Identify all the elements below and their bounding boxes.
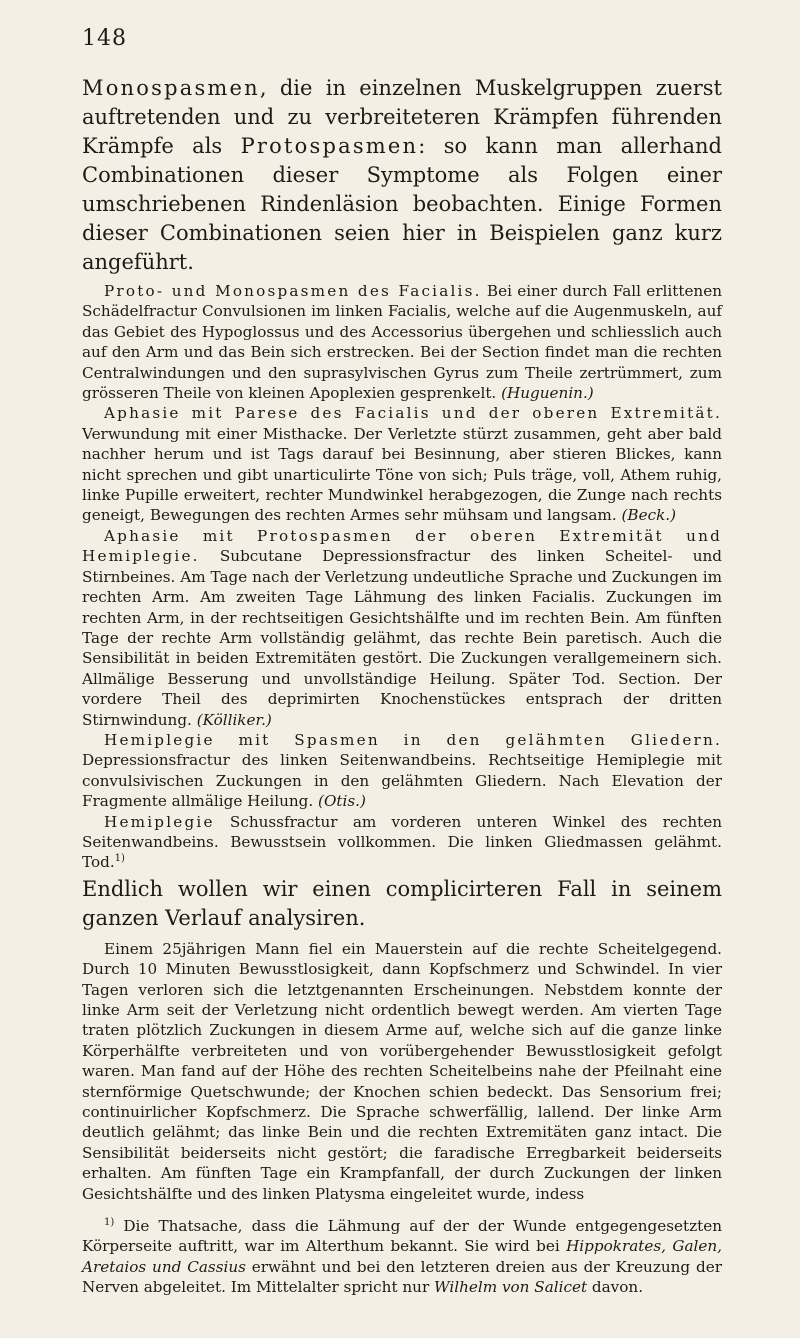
case-paragraph xyxy=(82,403,722,525)
term-monospasmen: Monospasmen xyxy=(82,76,260,100)
case-heading: Proto- und Monospasmen des Facialis. xyxy=(104,282,482,300)
main-case-paragraph: Einem 25jährigen Mann fiel ein Mauerstein auf die rechte Scheitelgegend. Durch 10 Minuten Bewusstlosigkeit, dann Kopfschmerz und Schwindel. In vier Tagen verloren sich die letztgenannten Erscheinungen. Nebstdem konnte der linke Arm seit der Verletzung nicht ordentlich bewegt werden. Am vierten Tage traten plötzlich Zuckungen in diesem Arme auf, welche sich auf die ganze linke Körperhälfte verbreiteten und von vorübergehender Bewusstlosigkeit gefolgt waren. Man fand auf der Höhe des rechten Scheitelbeins nahe der Pfeilnaht eine sternförmige Quetschwunde; der Knochen schien bedeckt. Das Sensorium frei; continuirlicher Kopfschmerz. Die Sprache schwerfällig, lallend. Der linke Arm deutlich gelähmt; das linke Bein und die rechten Extremitäten ganz intact. Die Sensibilität beiderseits nicht gestört; die faradische Erregbarkeit beiderseits erhalten. Am fünften Tage ein Krampfanfall, der durch Zuckungen der linken Gesichtshälfte und des linken Platysma eingeleitet wurde, indess xyxy=(82,939,722,1203)
case-author: (Huguenin.) xyxy=(501,384,594,403)
footnote-text: Die Thatsache, dass die Lähmung auf der der Wunde entgegengesetzten Körperseite auftritt, war im Alterthum bekannt. Sie wird bei xyxy=(82,1217,722,1256)
footnote-mark: 1) xyxy=(104,1217,115,1228)
case-text: Depressionsfractur des linken Seitenwandbeins. Rechtseitige Hemiplegie mit convulsivischen Zuckungen in den gelähmten Gliedern. Nach Elevation der Fragmente allmälige Heilung. xyxy=(82,751,722,811)
section-heading: Endlich wollen wir einen complicirteren Fall in seinem ganzen Verlauf analysiren. xyxy=(82,876,722,930)
term-protospasmen: Protospasmen xyxy=(240,134,419,158)
footnote xyxy=(82,1216,722,1298)
case-heading: Aphasie mit Protospasmen der oberen Extremität und Hemiplegie. xyxy=(82,526,722,566)
case-text: Bei einer durch Fall erlittenen Schädelfractur Convulsionen im linken Facialis, welche auf die Augenmuskeln, auf das Gebiet des Hypoglossus und des Accessorius übergehen und schliesslich auch auf den Arm und das Bein sich erstrecken. Bei der Section findet man die rechten Centralwindungen und den suprasylvischen Gyrus zum Theile zertrümmert, zum grösseren Theile von kleinen Apoplexien gesprenkelt. xyxy=(82,282,722,403)
case-heading: Aphasie mit Parese des Facialis und der oberen Extremität. xyxy=(104,404,722,423)
footnote-names: Wilhelm von Salicet xyxy=(434,1278,588,1297)
page-body xyxy=(82,74,722,1298)
case-paragraph xyxy=(82,281,722,403)
case-author: (Kölliker.) xyxy=(196,710,272,729)
footnote-names: Hippokrates, Galen, Aretaios und Cassius xyxy=(82,1237,722,1276)
case-paragraph xyxy=(82,526,722,730)
case-heading: Hemiplegie mit Spasmen in den gelähmten Gliedern. xyxy=(104,730,722,749)
footnote-text: erwähnt und bei den letzteren dreien aus der Kreuzung der Nerven abgeleitet. Im Mittelalter spricht nur xyxy=(82,1257,722,1297)
case-author: (Otis.) xyxy=(318,792,366,811)
intro-paragraph xyxy=(82,74,722,277)
page-number: 148 xyxy=(82,26,127,51)
case-text: Schussfractur am vorderen unteren Winkel des rechten Seitenwandbeins. Bewusstsein vollkommen. Die linken Gliedmassen gelähmt. Tod. xyxy=(82,812,722,872)
case-heading: Hemiplegie xyxy=(104,812,215,831)
footnote-reference: 1) xyxy=(114,853,125,865)
footnote-text: davon. xyxy=(587,1278,644,1297)
intro-text-2: : so kann man allerhand Combinationen dieser Symptome als Folgen einer umschriebenen Rindenläsion beobachten. Einige Formen dieser Combinationen seien hier in Beispielen ganz kurz angeführt. xyxy=(82,134,722,274)
case-author: (Beck.) xyxy=(621,506,677,525)
intro-text-1: , die in einzelnen Muskelgruppen zuerst auftretenden und zu verbreiteteren Krämpfen führenden Krämpfe als xyxy=(82,76,722,158)
case-text: Subcutane Depressionsfractur des linken Scheitel- und Stirnbeines. Am Tage nach der Verletzung undeutliche Sprache und Zuckungen im rechten Arm. Am zweiten Tage Lähmung des linken Facialis. Zuckungen im rechten Arm, in der rechtseitigen Gesichtshälfte und im rechten Bein. Am fünften Tage der rechte Arm vollständig gelähmt, das rechte Bein paretisch. Auch die Sensibilität in beiden Extremitäten gestört. Die Zuckungen verallgemeinern sich. Allmälige Besserung und unvollständige Heilung. Später Tod. Section. Der vordere Theil des deprimirten Knochenstückes entsprach der dritten Stirnwindung. xyxy=(82,547,722,729)
case-paragraph xyxy=(82,812,722,873)
case-text: Verwundung mit einer Misthacke. Der Verletzte stürzt zusammen, geht aber bald nachher herum und ist Tags darauf bei Besinnung, aber stieren Blickes, kann nicht sprechen und gibt unarticulirte Töne von sich; Puls träge, voll, Athem ruhig, linke Pupille erweitert, rechter Mundwinkel herabgezogen, die Zunge nach rechts geneigt, Bewegungen des rechten Armes sehr mühsam und langsam. xyxy=(82,424,722,525)
case-paragraph xyxy=(82,730,722,812)
